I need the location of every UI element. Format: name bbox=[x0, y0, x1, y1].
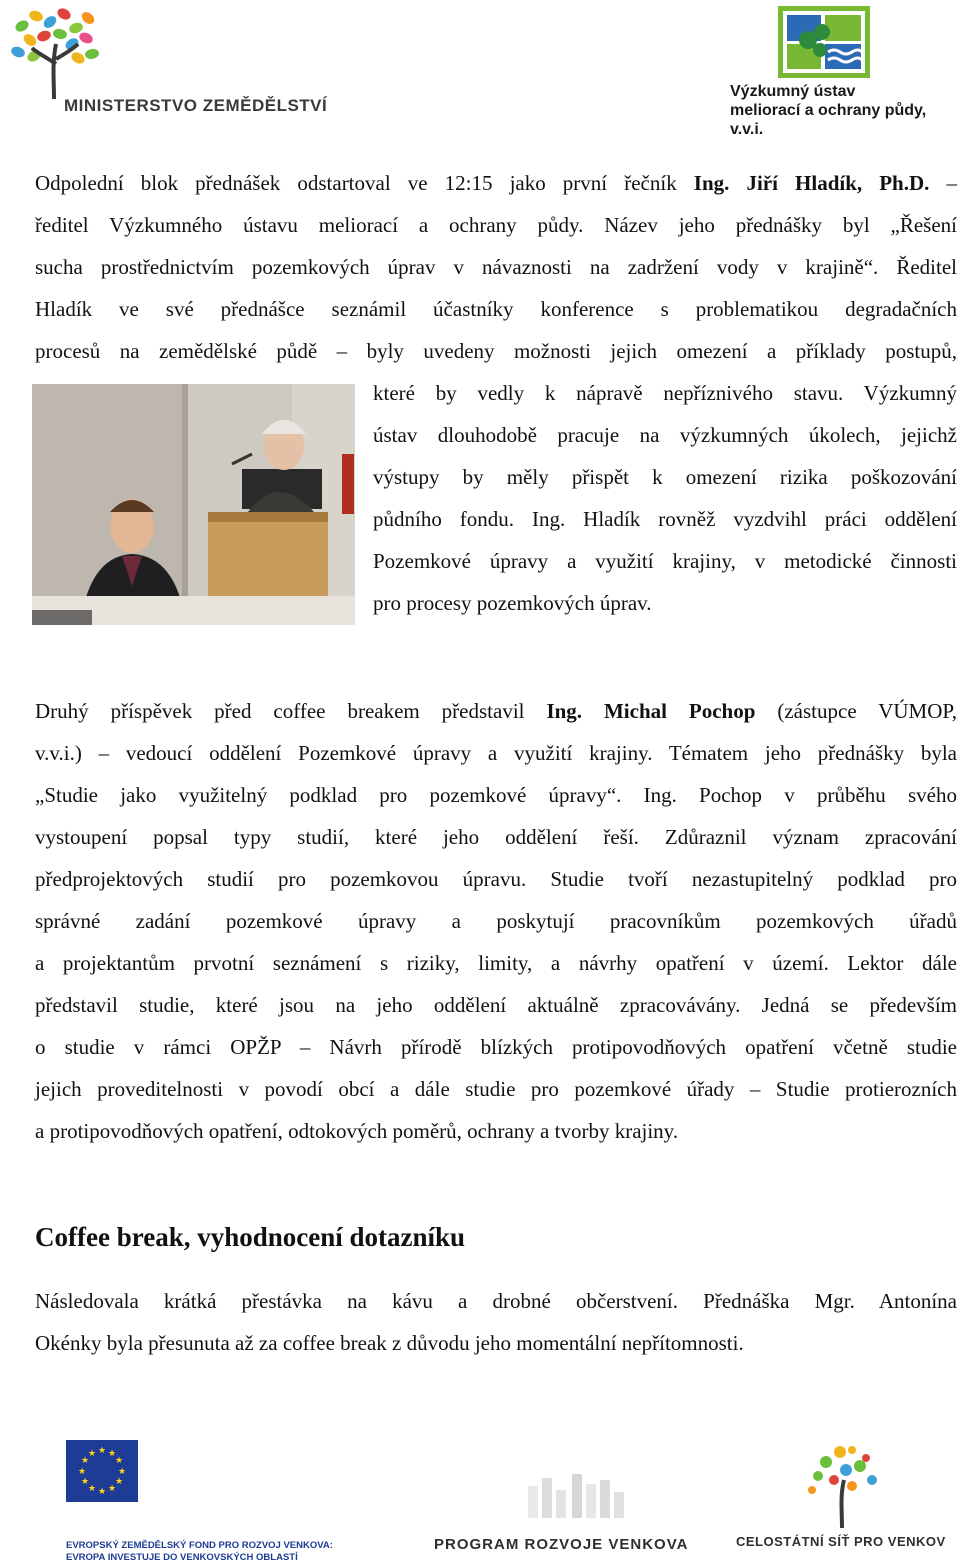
paragraph-line: ředitel Výzkumného ústavu meliorací a ochrany půdy. Název jeho přednášky byl „Řešení bbox=[35, 213, 957, 237]
paragraph-line: vystoupení popsal typy studií, které jeho oddělení řeší. Zdůraznil význam zpracování bbox=[35, 825, 957, 849]
svg-text:★: ★ bbox=[97, 1487, 107, 1497]
intro-text: Odpolední blok přednášek odstartoval ve 12:15 jako první řečník bbox=[35, 171, 694, 195]
svg-text:★: ★ bbox=[87, 1449, 97, 1459]
svg-text:★: ★ bbox=[107, 1449, 117, 1459]
section-heading: Coffee break, vyhodnocení dotazníku bbox=[35, 1222, 466, 1252]
svg-text:★: ★ bbox=[97, 1446, 107, 1456]
paragraph-line: představil studie, které jsou na jeho oddělení aktuálně zpracovávány. Jedná se především bbox=[35, 993, 957, 1017]
paragraph-line: pro procesy pozemkových úprav. bbox=[373, 591, 652, 615]
eu-caption bbox=[66, 1540, 333, 1564]
svg-text:★: ★ bbox=[114, 1477, 124, 1487]
paragraph-line: správné zadání pozemkové úpravy a poskytují pracovníkům pozemkových úřadů bbox=[35, 909, 957, 933]
speaker-name: Ing. Jiří Hladík, Ph.D. bbox=[693, 171, 930, 195]
ministry-tree-icon bbox=[4, 4, 134, 104]
eu-caption-line: EVROPSKÝ ZEMĚDĚLSKÝ FOND PRO ROZVOJ VENKOVA: bbox=[66, 1540, 333, 1551]
ministry-logo bbox=[4, 4, 328, 129]
svg-text:★: ★ bbox=[80, 1456, 90, 1466]
network-emblem-icon bbox=[790, 1440, 900, 1530]
institute-logo bbox=[722, 4, 958, 138]
paragraph-text: (zástupce VÚMOP, bbox=[755, 699, 957, 723]
institute-name: Výzkumný ústav meliorací a ochrany půdy, v.v.i. bbox=[730, 83, 927, 138]
svg-text:★: ★ bbox=[107, 1484, 117, 1494]
svg-text:★: ★ bbox=[80, 1477, 90, 1487]
paragraph-line: půdního fondu. Ing. Hladík rovněž vyzdvihl práci oddělení bbox=[373, 507, 957, 531]
program-name: PROGRAM ROZVOJE VENKOVA bbox=[434, 1536, 689, 1553]
institute-emblem-icon bbox=[778, 6, 870, 78]
paragraph-line: předprojektových studií pro pozemkovou úpravu. Studie tvoří nezastupitelný podklad pro bbox=[35, 867, 957, 891]
rural-development-program-logo bbox=[432, 1470, 722, 1566]
eu-caption-line: EVROPA INVESTUJE DO VENKOVSKÝCH OBLASTÍ bbox=[66, 1552, 298, 1563]
speaker-photo bbox=[32, 384, 355, 625]
paragraph-line: které by vedly k nápravě nepříznivého stavu. Výzkumný bbox=[373, 381, 957, 405]
eu-logo bbox=[66, 1440, 376, 1568]
national-rural-network-logo bbox=[730, 1440, 958, 1566]
paragraph-line: výstupy by měly přispět k omezení rizika poškozování bbox=[373, 465, 957, 489]
wrap-paragraph bbox=[373, 372, 957, 624]
svg-text:★: ★ bbox=[77, 1467, 87, 1477]
coffee-break-paragraph bbox=[35, 1280, 957, 1364]
paragraph-line: procesů na zemědělské půdě – byly uvedeny možnosti jejich omezení a příklady postupů, bbox=[35, 339, 957, 363]
network-name: CELOSTÁTNÍ SÍŤ PRO VENKOV bbox=[736, 1534, 946, 1549]
ministry-name: MINISTERSTVO ZEMĚDĚLSTVÍ bbox=[64, 96, 328, 115]
eu-flag-icon bbox=[66, 1440, 138, 1502]
paragraph-line: a projektantům prvotní seznámení s riziky, limity, a návrhy opatření v území. Lektor dále bbox=[35, 951, 957, 975]
program-emblem-icon bbox=[522, 1470, 642, 1530]
paragraph-line: o studie v rámci OPŽP – Návrh přírodě blízkých protipovodňových opatření včetně studie bbox=[35, 1035, 957, 1059]
paragraph-line: a protipovodňových opatření, odtokových poměrů, ochrany a tvorby krajiny. bbox=[35, 1119, 679, 1143]
intro-text: – bbox=[929, 171, 957, 195]
second-talk-paragraph bbox=[35, 690, 957, 1152]
paragraph-line: Pozemkové úpravy a využití krajiny, v metodické činnosti bbox=[373, 549, 957, 573]
paragraph-text: Druhý příspěvek před coffee breakem představil bbox=[35, 699, 547, 723]
svg-text:★: ★ bbox=[117, 1467, 127, 1477]
paragraph-line: „Studie jako využitelný podklad pro pozemkové úpravy“. Ing. Pochop v průběhu svého bbox=[35, 783, 957, 807]
svg-text:★: ★ bbox=[87, 1484, 97, 1494]
svg-text:★: ★ bbox=[114, 1456, 124, 1466]
paragraph-line: sucha prostřednictvím pozemkových úprav v návaznosti na zadržení vody v krajině“. Ředitel bbox=[35, 255, 957, 279]
paragraph-line: Okénky byla přesunuta až za coffee break z důvodu jeho momentální nepřítomnosti. bbox=[35, 1331, 744, 1355]
paragraph-line: ústav dlouhodobě pracuje na výzkumných úkolech, jejichž bbox=[373, 423, 957, 447]
speaker-name: Ing. Michal Pochop bbox=[546, 699, 756, 723]
paragraph-line: jejich proveditelnosti v povodí obcí a dále studie pro pozemkové úřady – Studie protierozních bbox=[35, 1077, 957, 1101]
paragraph-line: Hladík ve své přednášce seznámil účastníky konference s problematikou degradačních bbox=[35, 297, 957, 321]
intro-paragraph bbox=[35, 162, 957, 372]
paragraph-line: v.v.i.) – vedoucí oddělení Pozemkové úpravy a využití krajiny. Tématem jeho přednášky byla bbox=[35, 741, 957, 765]
paragraph-line: Následovala krátká přestávka na kávu a drobné občerstvení. Přednáška Mgr. Antonína bbox=[35, 1289, 957, 1313]
